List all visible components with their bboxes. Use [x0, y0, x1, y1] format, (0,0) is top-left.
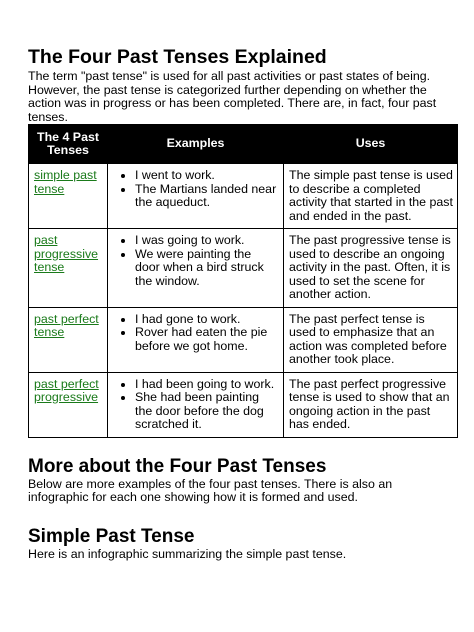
tense-cell — [29, 164, 108, 229]
tense-link-past-progressive[interactable]: past progressive tense — [34, 233, 99, 274]
header-examples: Examples — [108, 125, 284, 164]
header-tenses: The 4 Past Tenses — [29, 125, 108, 164]
table-row — [29, 372, 458, 437]
table-row — [29, 307, 458, 372]
section-paragraph-more-about: Below are more examples of the four past tenses. There is also an infographic for each one showing how it is formed and used. — [28, 476, 393, 504]
tense-link-simple-past[interactable]: simple past tense — [34, 168, 97, 196]
examples-cell — [108, 372, 284, 437]
examples-list — [113, 378, 279, 432]
past-tenses-table — [28, 124, 458, 438]
example-item: • I went to work. — [135, 169, 279, 183]
use-cell: The past perfect progressive tense is used to show that an ongoing action in the past has ended. — [284, 372, 458, 437]
tense-cell — [29, 307, 108, 372]
use-cell: The simple past tense is used to describe a completed activity that started in the past and ended in the past. — [284, 164, 458, 229]
section-heading-more-about: More about the Four Past Tenses — [28, 455, 327, 477]
section-heading-simple-past: Simple Past Tense — [28, 525, 195, 547]
example-item: • Rover had eaten the pie before we got home. — [135, 326, 279, 353]
header-uses: Uses — [284, 125, 458, 164]
example-item: • We were painting the door when a bird struck the window. — [135, 248, 279, 289]
examples-cell — [108, 307, 284, 372]
tense-cell — [29, 229, 108, 308]
tense-link-past-perfect[interactable]: past perfect tense — [34, 311, 99, 339]
use-cell: The past progressive tense is used to describe an ongoing activity in the past. Often, it is used to set the scene for another action. — [284, 229, 458, 308]
example-item: • I had been going to work. — [135, 378, 279, 392]
examples-list — [113, 234, 279, 288]
examples-cell — [108, 229, 284, 308]
section-paragraph-simple-past: Here is an infographic summarizing the simple past tense. — [28, 546, 347, 561]
page-title: The Four Past Tenses Explained — [28, 46, 327, 68]
examples-list — [113, 313, 279, 354]
table-row — [29, 164, 458, 229]
examples-cell — [108, 164, 284, 229]
table-header-row — [29, 125, 458, 164]
example-item: • The Martians landed near the aqueduct. — [135, 183, 279, 210]
use-cell: The past perfect tense is used to emphasize that an action was completed before another took place. — [284, 307, 458, 372]
example-item: • I had gone to work. — [135, 313, 279, 327]
intro-paragraph: The term "past tense" is used for all past activities or past states of being. However, the past tense is categorized further depending on whether the action was in progress or has been completed. There are, in fact, four past tenses. — [28, 69, 437, 124]
tense-link-past-perfect-progressive[interactable]: past perfect progressive — [34, 376, 99, 404]
example-item: • She had been painting the door before the dog scratched it. — [135, 391, 279, 432]
tense-cell — [29, 372, 108, 437]
examples-list — [113, 169, 279, 210]
example-item: • I was going to work. — [135, 234, 279, 248]
table-row — [29, 229, 458, 308]
